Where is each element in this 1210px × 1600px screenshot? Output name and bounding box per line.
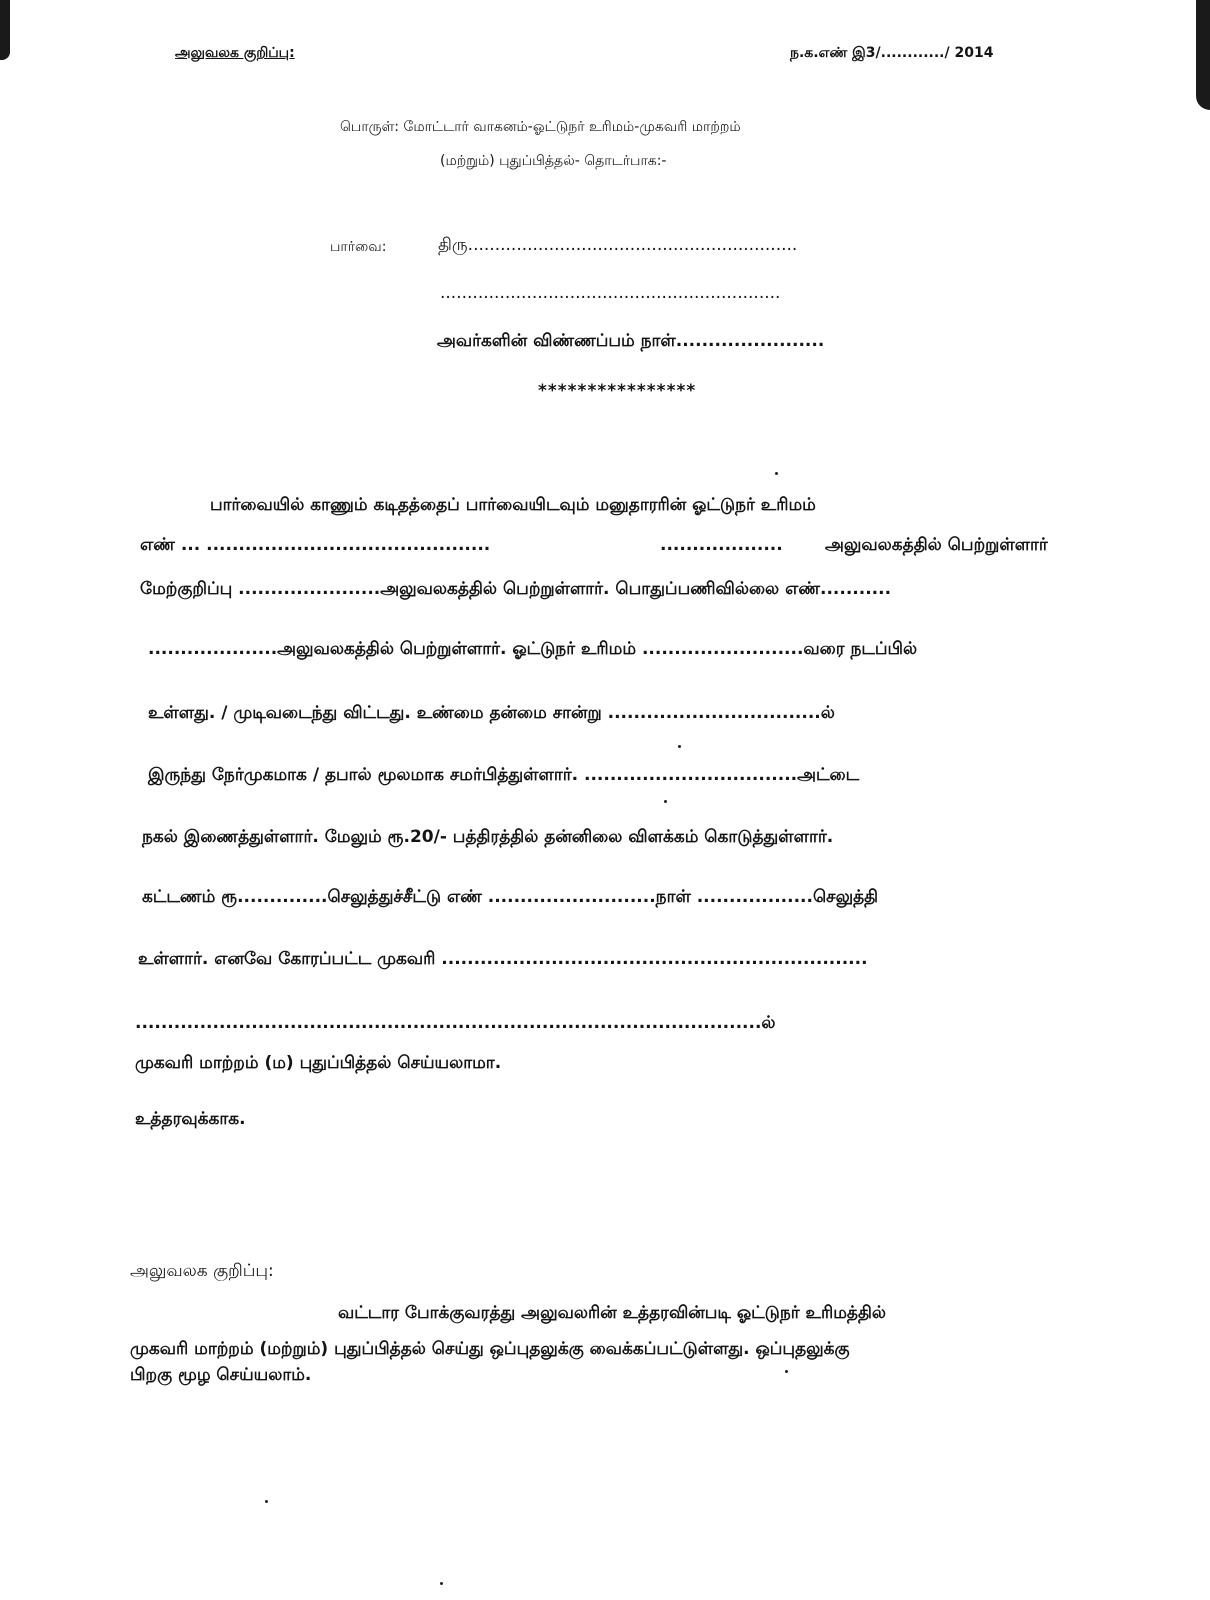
- scan-speck: [664, 800, 667, 803]
- body-line-2c: அலுவலகத்தில் பெற்றுள்ளார்: [825, 535, 1048, 555]
- reference-label: பார்வை:: [330, 239, 387, 255]
- footer-note-line-3: பிறகு மூழ செய்யலாம்.: [130, 1365, 312, 1385]
- body-line-5: உள்ளது. / முடிவடைந்து விட்டது. உண்மை தன்மை சான்று .................................ல்: [148, 703, 835, 723]
- reference-line-2: ...............................................................: [440, 283, 781, 303]
- body-line-7: நகல் இணைத்துள்ளார். மேலும் ரூ.20/- பத்திரத்தில் தன்னிலை விளக்கம் கொடுத்துள்ளார்.: [142, 827, 834, 847]
- body-line-9: உள்ளார். எனவே கோரப்பட்ட முகவரி ..................................................................: [138, 949, 868, 969]
- reference-separator: ****************: [538, 381, 697, 401]
- body-line-10: .................................................................................................ல்: [135, 1013, 776, 1033]
- subject-line-1: பொருள்: மோட்டார் வாகனம்-ஓட்டுநர் உரிமம்-முகவரி மாற்றம்: [340, 119, 741, 135]
- body-closing: உத்தரவுக்காக.: [135, 1109, 246, 1129]
- header-file-number: ந.க.எண் இ3/............/ 2014: [790, 45, 994, 61]
- body-line-11: முகவரி மாற்றம் (ம) புதுப்பித்தல் செய்யலாமா.: [135, 1053, 502, 1073]
- body-line-4: ....................அலுவலகத்தில் பெற்றுள்ளார். ஓட்டுநர் உரிமம் .........................வரை நடப்பில்: [148, 639, 918, 659]
- reference-line-1: திரு.............................................................: [438, 235, 798, 255]
- scan-speck: [678, 745, 681, 748]
- scan-edge-right: [1196, 0, 1210, 110]
- body-line-8: கட்டணம் ரூ..............செலுத்துச்சீட்டு எண் ..........................நாள் ..................செலுத்தி: [142, 887, 879, 907]
- footer-note-heading: அலுவலக குறிப்பு:: [130, 1261, 274, 1281]
- body-line-2b: ...................: [660, 535, 783, 555]
- header-office-note: அலுவலக குறிப்பு:: [175, 45, 295, 61]
- body-line-1: பார்வையில் காணும் கடிதத்தைப் பார்வையிடவும் மனுதாரரின் ஓட்டுநர் உரிமம்: [210, 495, 816, 515]
- body-line-3: மேற்குறிப்பு ......................அலுவலகத்தில் பெற்றுள்ளார். பொதுப்பணிவில்லை எண்...........: [140, 579, 892, 599]
- scan-speck: [785, 1370, 788, 1373]
- scan-speck: [775, 472, 778, 475]
- scan-speck: [440, 1582, 443, 1585]
- scan-edge-left: [0, 0, 10, 60]
- footer-note-line-2: முகவரி மாற்றம் (மற்றும்) புதுப்பித்தல் செய்து ஒப்புதலுக்கு வைக்கப்பட்டுள்ளது. ஒப்புதலுக்கு: [130, 1339, 850, 1359]
- body-line-2a: எண் ... ............................................: [140, 535, 491, 555]
- reference-application-date: அவர்களின் விண்ணப்பம் நாள்.......................: [437, 331, 825, 351]
- subject-line-2: (மற்றும்) புதுப்பித்தல்- தொடர்பாக:-: [440, 153, 667, 169]
- scan-speck: [265, 1500, 268, 1503]
- body-line-6: இருந்து நேர்முகமாக / தபால் மூலமாக சமர்பித்துள்ளார். .................................அட்டை: [148, 765, 860, 785]
- footer-note-line-1: வட்டார போக்குவரத்து அலுவலரின் உத்தரவின்படி ஓட்டுநர் உரிமத்தில்: [338, 1303, 887, 1323]
